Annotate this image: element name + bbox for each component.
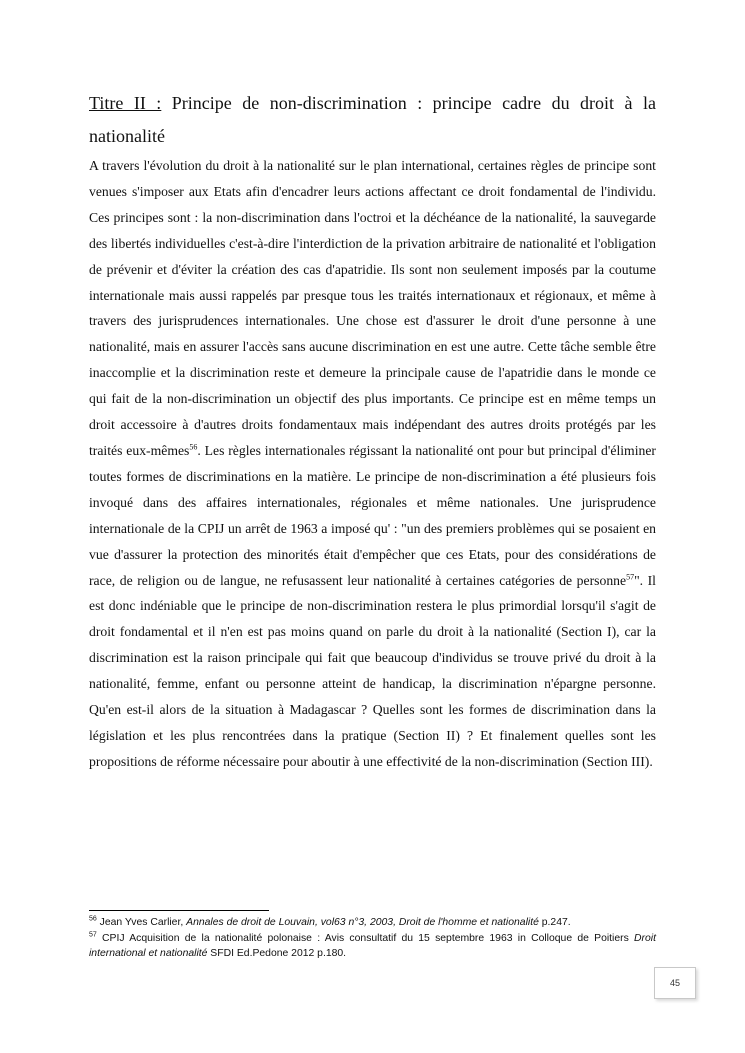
footnote-separator bbox=[89, 910, 269, 911]
body-text-part-3: ". Il est donc indéniable que le principe de non-discrimination restera le plus primordial lorsqu'il s'agit de droit fondamental et il n'en est pas moins quand on parle du droit à la nationalité (Section I), car la discrimination est la raison principale qui fait que beaucoup d'individus se trouve privé du droit à la nationalité, femme, enfant ou personne atteint de handicap, la discrimination n'épargne personne. Qu'en est-il alors de la situation à Madagascar ? Quelles sont les formes de discrimination dans la législation et les plus rencontrées dans la pratique (Section II) ? Et finalement quelles sont les propositions de réforme nécessaire pour aboutir à une effectivité de la non-discrimination (Section III). bbox=[89, 572, 656, 769]
footnote-number: 56 bbox=[89, 915, 97, 923]
footnote-italic-title: Droit international et nationalité bbox=[89, 932, 656, 959]
footnote-number: 57 bbox=[89, 931, 97, 939]
section-title bbox=[89, 87, 656, 153]
footnote-text: CPIJ Acquisition de la nationalité polonaise : Avis consultatif du 15 septembre 1963 in Colloque de Poitiers bbox=[96, 932, 635, 944]
footnote-text: p.247. bbox=[538, 917, 571, 928]
footnote-italic-title: Annales de droit de Louvain, vol63 n°3, 2003, Droit de l'homme et nationalité bbox=[186, 917, 539, 928]
body-text-part-2: . Les règles internationales régissant la nationalité ont pour but principal d'éliminer toutes formes de discriminations en la matière. Le principe de non-discrimination a été plusieurs fois invoqué dans des affaires internationales, régionales et même nationales. Une jurisprudence internationale de la CPIJ un arrêt de 1963 a imposé qu' : "un des premiers problèmes qui se posaient en vue d'assurer la protection des minorités était d'empêcher que ces Etats, pour des considérations de race, de religion ou de langue, ne refusassent leur nationalité à certaines catégories de personne bbox=[89, 442, 656, 588]
footnotes bbox=[89, 915, 656, 962]
section-title-label: Titre II : bbox=[89, 93, 162, 113]
section-title-text: Principe de non-discrimination : principe cadre du droit à la nationalité bbox=[89, 93, 656, 146]
footnote-reference-57[interactable]: 57 bbox=[626, 571, 635, 581]
footnote-56 bbox=[89, 915, 656, 931]
page-number: 45 bbox=[654, 967, 696, 999]
body-text-part-1: A travers l'évolution du droit à la nationalité sur le plan international, certaines règles de principe sont venues s'imposer aux Etats afin d'encadrer leurs actions affectant ce droit fondamental de l'individu. Ces principes sont : la non-discrimination dans l'octroi et la déchéance de la nationalité, la sauvegarde des libertés individuelles c'est-à-dire l'interdiction de la privation arbitraire de nationalité et l'obligation de prévenir et d'éviter la création des cas d'apatridie. Ils sont non seulement imposés par la coutume internationale mais aussi rappelés par presque tous les traités internationaux et régionaux, et même à travers des jurisprudences internationales. Une chose est d'assurer le droit d'une personne à une nationalité, mais en assurer l'accès sans aucune discrimination en est une autre. Cette tâche semble être inaccomplie et la discrimination reste et demeure la principale cause de l'apatridie dans le monde ce qui fait de la non-discrimination un objectif des plus importants. Ce principe est en même temps un droit accessoire à d'autres droits fondamentaux mais indépendant des autres droits protégés par les traités eux-mêmes bbox=[89, 158, 656, 458]
footnote-text: SFDI Ed.Pedone 2012 p.180. bbox=[207, 948, 347, 959]
footnote-text: Jean Yves Carlier, bbox=[96, 917, 187, 928]
body-paragraph bbox=[89, 153, 656, 775]
footnote-57 bbox=[89, 931, 656, 962]
footnote-reference-56[interactable]: 56 bbox=[189, 442, 198, 452]
